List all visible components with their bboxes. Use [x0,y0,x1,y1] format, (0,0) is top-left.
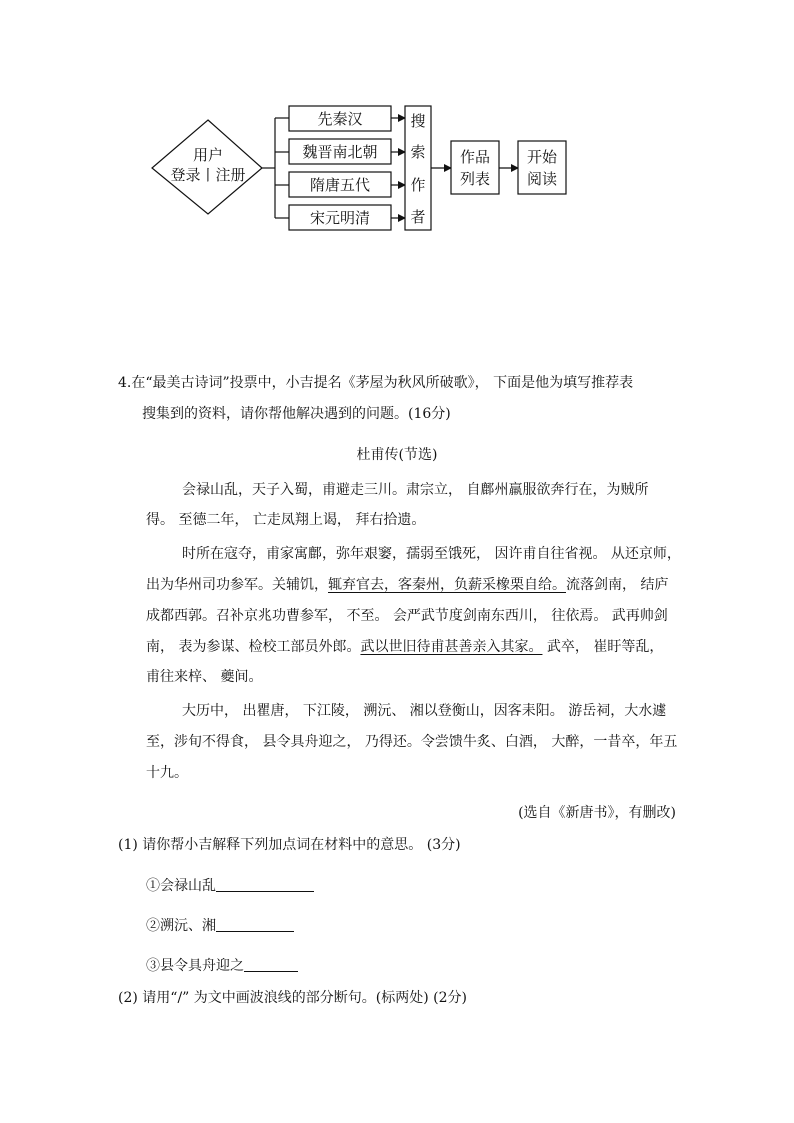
subquestion-1: (1) 请你帮小吉解释下列加点词在材料中的意思。 (3分) [118,837,461,853]
answer-item-1-label: ①会禄山乱 [146,878,216,894]
answer-blank-2[interactable] [216,917,294,932]
wavy-underlined-text-2: 武以世旧待甫甚善亲入其家。 [360,639,543,655]
paragraph-2-line1: 时所在寇夺，甫家寓鄜，弥年艰窭，孺弱至饿死， 因许甫自往省视。 从还京师， [182,546,681,562]
paragraph-2-line5: 甫往来梓、 夔间。 [146,669,263,685]
answer-blank-1[interactable] [216,877,314,892]
paragraph-1-line1: 会禄山乱，天子入蜀，甫避走三川。肃宗立， 自鄜州羸服欲奔行在，为贼所 [182,482,649,498]
login-label-line1: 用户 [192,146,224,164]
wavy-underlined-text-1: 辄弃官去，客秦州，负薪采橡栗自给。 [328,577,566,593]
works-label-line2: 列表 [459,170,491,188]
login-label-line2: 登录丨注册 [170,166,246,184]
dynasty-label-1: 先秦汉 [317,110,363,128]
dynasty-label-3: 隋唐五代 [309,176,371,194]
answer-item-3-label: ③县令具舟迎之 [146,958,244,974]
answer-blank-3[interactable] [244,957,298,972]
answer-item-2-label: ②溯沅、湘 [146,918,216,934]
works-label-line1: 作品 [459,148,491,166]
answer-item-2 [146,916,294,936]
p2-line4-end: 武卒， 崔盱等乱， [542,639,664,655]
p2-line4-start: 南， 表为参谋、检校工部员外郎。 [146,639,361,655]
search-char-4: 者 [410,208,426,226]
login-flow-diagram [0,0,794,250]
search-char-3: 作 [410,176,426,194]
paragraph-3-line3: 十九。 [146,765,188,781]
dynasty-label-4: 宋元明清 [309,209,371,227]
question-intro-line2: 搜集到的资料，请你帮他解决遇到的问题。(16分) [142,406,451,422]
paragraph-1-line2: 得。 至德二年， 亡走凤翔上谒， 拜右拾遗。 [146,512,426,528]
source-citation: (选自《新唐书》，有删改) [518,805,676,821]
paragraph-2-line3: 成都西郭。召补京兆功曹参军， 不至。 会严武节度剑南东西川， 往依焉。 武再帅剑 [146,608,668,624]
paragraph-2-line4 [146,637,663,657]
paragraph-3-line2: 至，涉旬不得食， 县令具舟迎之， 乃得还。令尝馈牛炙、白酒， 大醉，一昔卒，年五 [146,734,678,750]
subquestion-2: (2) 请用“/” 为文中画波浪线的部分断句。(标两处) (2分) [118,990,467,1006]
paragraph-3-line1: 大历中， 出瞿唐， 下江陵， 溯沅、 湘以登衡山，因客耒阳。 游岳祠，大水遽 [182,703,667,719]
p2-line2-start: 出为华州司功参军。关辅饥， [146,577,328,593]
answer-item-1 [146,876,314,896]
passage-title: 杜甫传(节选) [356,447,438,463]
dynasty-label-2: 魏晋南北朝 [302,143,378,161]
question-intro-line1: 4.在“最美古诗词”投票中，小吉提名《茅屋为秋风所破歌》， 下面是他为填写推荐表 [118,375,634,391]
paragraph-2-line2 [146,575,668,595]
answer-item-3 [146,956,298,976]
search-char-2: 索 [410,143,426,161]
search-char-1: 搜 [410,112,426,130]
read-label-line1: 开始 [526,148,558,166]
p2-line2-end: 流落剑南， 结庐 [566,577,669,593]
read-label-line2: 阅读 [526,170,558,188]
